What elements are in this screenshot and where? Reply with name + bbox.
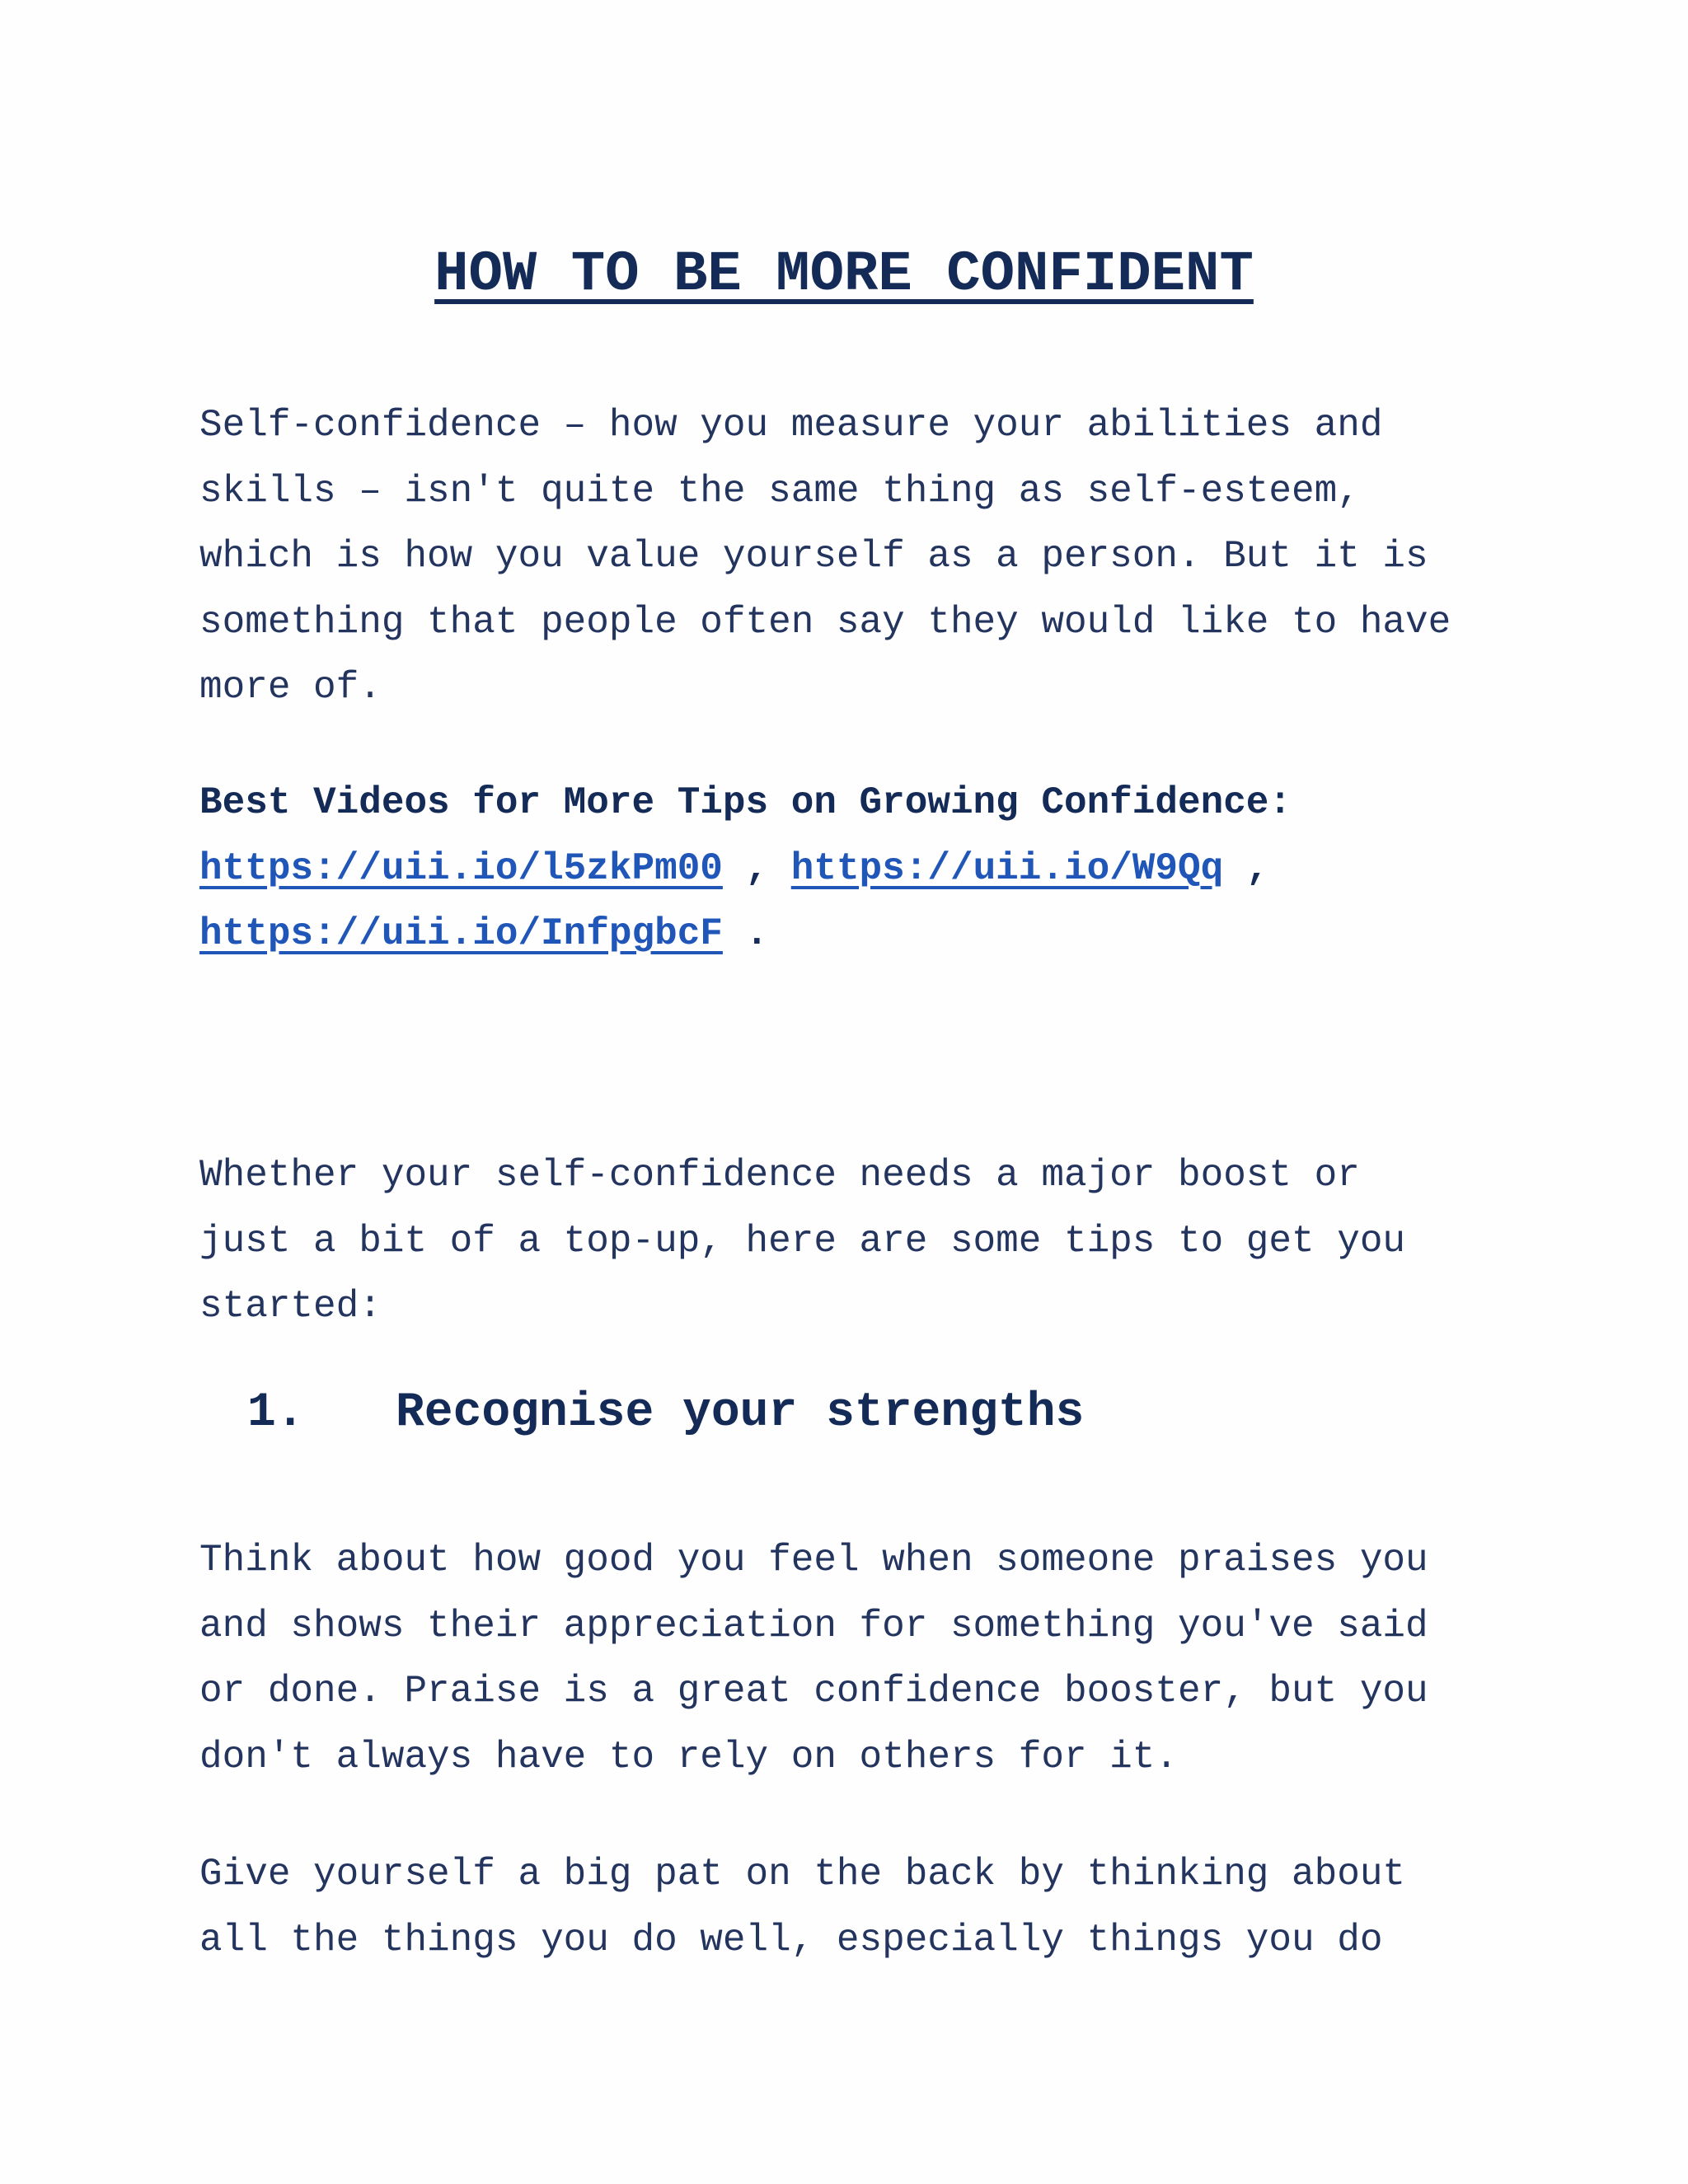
section-1-paragraph-1: Think about how good you feel when someone praises you and shows their appreciation for something you've said or done. Praise is a great confidence booster, but you don't always have to rely on others for it. (199, 1539, 1428, 1779)
section-1-heading-text: Recognise your strengths (396, 1386, 1085, 1440)
link-separator: , (722, 846, 791, 890)
link-separator: , (1223, 846, 1269, 890)
videos-label: Best Videos for More Tips on Growing Confidence: (199, 781, 1292, 824)
intro-paragraph: Self-confidence – how you measure your abilities and skills – isn't quite the same thing as self-esteem, which is how you value yourself as a person. But it is something that people often say they would like to have more of. (199, 404, 1451, 709)
video-link-3[interactable]: https://uii.io/InfpgbcF (199, 912, 723, 955)
document-title (0, 241, 1688, 309)
videos-links-line-1 (199, 837, 1551, 902)
videos-section (199, 771, 1551, 968)
video-link-1[interactable]: https://uii.io/l5zkPm00 (199, 846, 723, 890)
document-title-text: HOW TO BE MORE CONFIDENT (434, 242, 1254, 307)
video-link-2[interactable]: https://uii.io/W9Qq (790, 846, 1224, 890)
section-1-number: 1. (247, 1386, 305, 1440)
videos-links-line-2 (199, 902, 1551, 968)
section-1-paragraph-2: Give yourself a big pat on the back by thinking about all the things you do well, especially things you do (199, 1853, 1406, 1961)
section-1-heading (247, 1385, 1084, 1442)
tips-intro-paragraph: Whether your self-confidence needs a major boost or just a bit of a top-up, here are some tips to get you started: (199, 1154, 1406, 1328)
end-punctuation: . (722, 912, 769, 955)
